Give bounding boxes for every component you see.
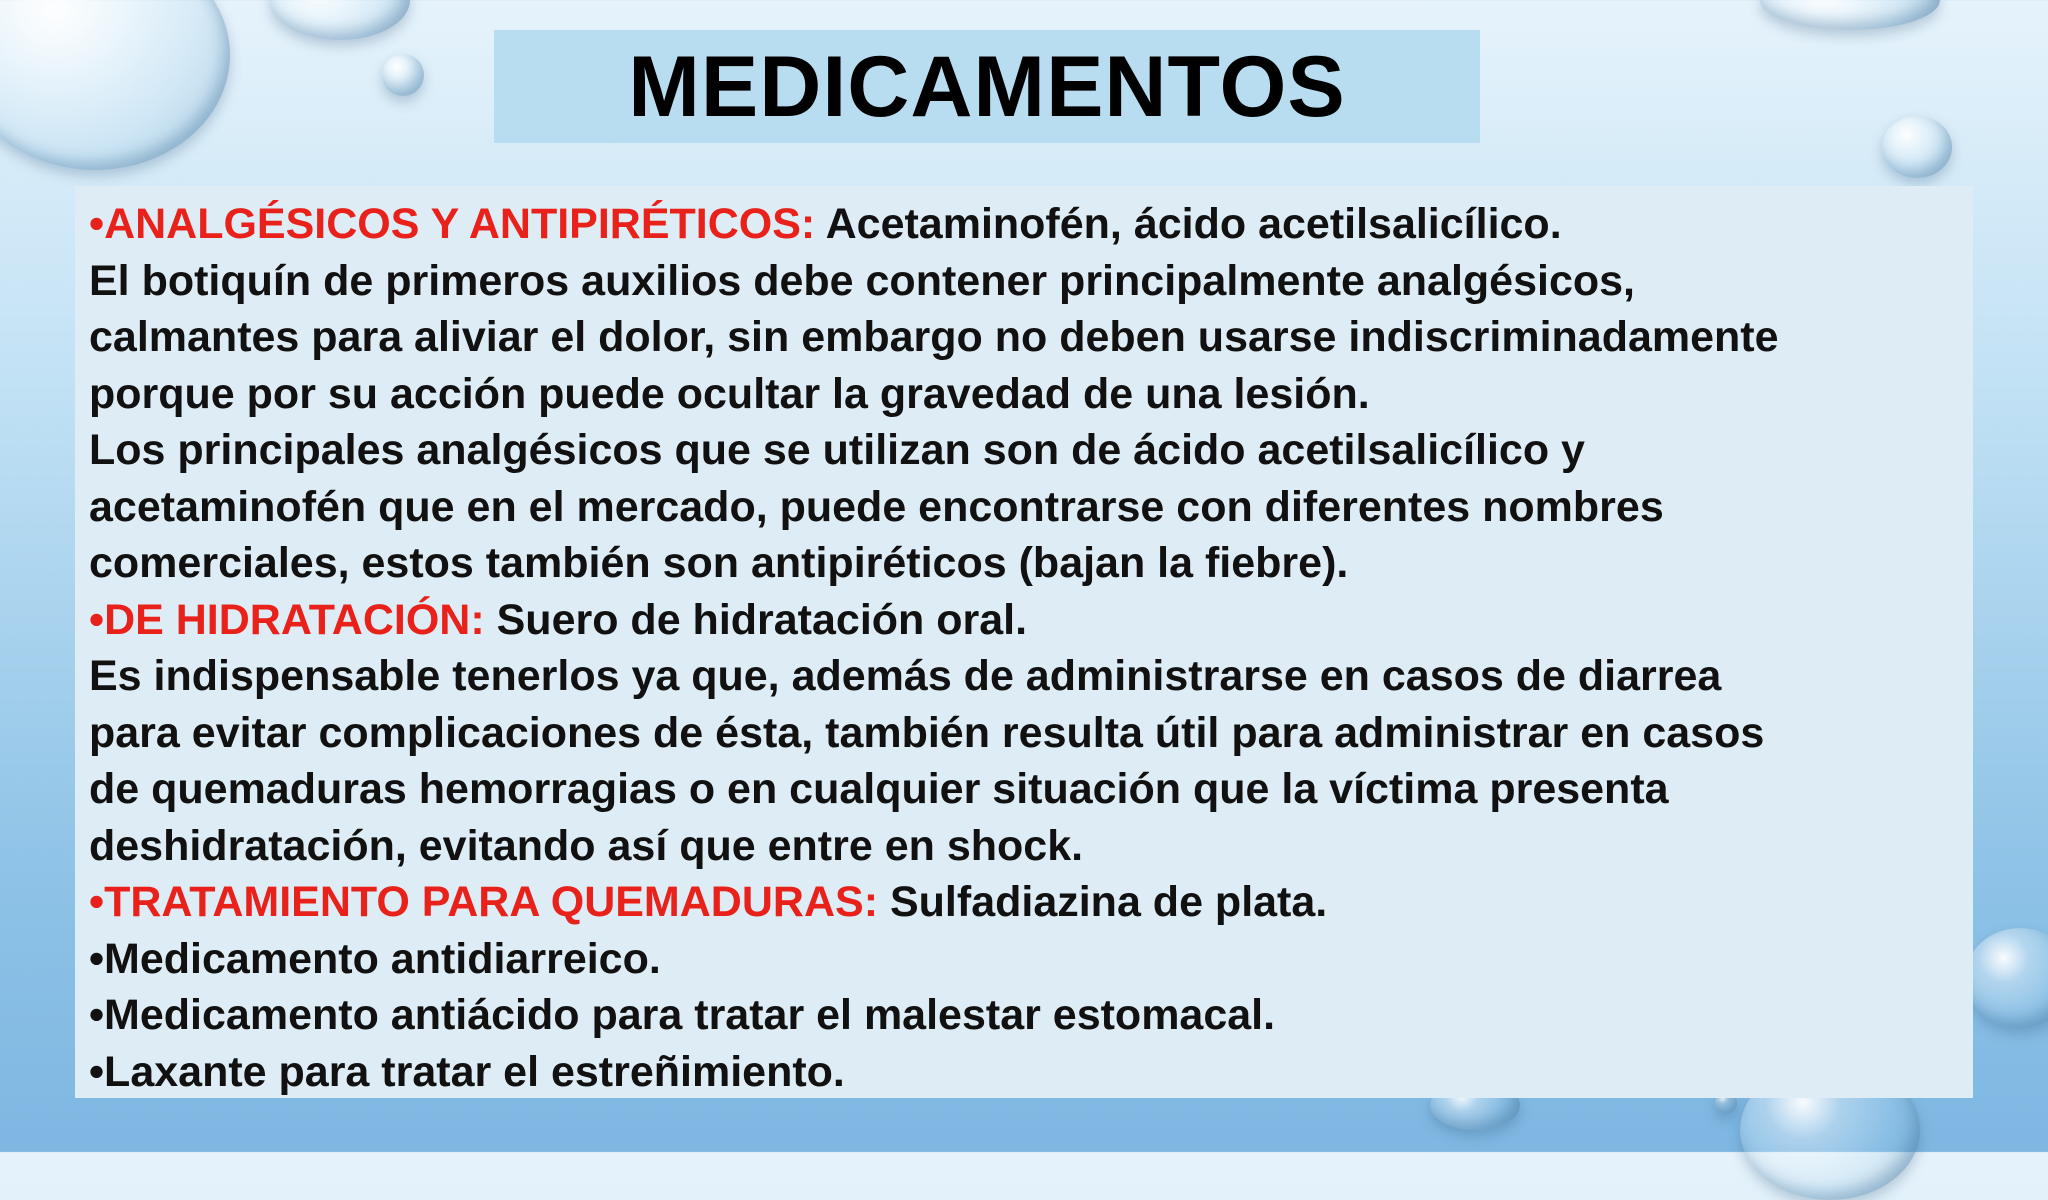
bullet: • <box>89 595 105 644</box>
water-droplet-decoration <box>1882 116 1952 178</box>
paragraph-line: para evitar complicaciones de ésta, también resulta útil para administrar en casos <box>89 708 1765 757</box>
water-droplet-decoration <box>0 0 230 170</box>
bullet: • <box>89 878 105 926</box>
paragraph-line: deshidratación, evitando así que entre en shock. <box>89 821 1084 870</box>
analgesicos-label: ANALGÉSICOS Y ANTIPIRÉTICOS: <box>104 200 816 248</box>
paragraph-line: acetaminofén que en el mercado, puede encontrarse con diferentes nombres <box>89 482 1664 531</box>
list-item: •Laxante para tratar el estreñimiento. <box>89 1047 845 1096</box>
hidratacion-heading <box>89 592 1957 649</box>
quemaduras-label: TRATAMIENTO PARA QUEMADURAS: <box>104 878 879 926</box>
slide-title: MEDICAMENTOS <box>628 38 1346 135</box>
paragraph-line: Los principales analgésicos que se utilizan son de ácido acetilsalicílico y <box>89 426 1585 474</box>
title-banner <box>494 30 1480 143</box>
list-item: •Medicamento antiácido para tratar el malestar estomacal. <box>89 991 1276 1039</box>
list-item: •Medicamento antidiarreico. <box>89 934 661 983</box>
paragraph-line: calmantes para aliviar el dolor, sin embargo no deben usarse indiscriminadamente <box>89 313 1779 361</box>
paragraph-line: de quemaduras hemorragias o en cualquier situación que la víctima presenta <box>89 765 1669 813</box>
content-panel <box>75 186 1973 1098</box>
analgesicos-value: Acetaminofén, ácido acetilsalicílico. <box>815 200 1562 248</box>
paragraph-line: El botiquín de primeros auxilios debe contener principalmente analgésicos, <box>89 256 1635 305</box>
water-droplet-decoration <box>1760 0 1940 30</box>
hidratacion-label: DE HIDRATACIÓN: <box>104 595 485 644</box>
paragraph-line: porque por su acción puede ocultar la gravedad de una lesión. <box>89 369 1370 418</box>
quemaduras-heading <box>89 874 1957 931</box>
paragraph-line: comerciales, estos también son antipiréticos (bajan la fiebre). <box>89 539 1349 587</box>
water-droplet-decoration <box>270 0 410 40</box>
water-droplet-decoration <box>382 54 424 96</box>
quemaduras-value: Sulfadiazina de plata. <box>878 878 1328 926</box>
water-droplet-decoration <box>1965 928 2048 1028</box>
hidratacion-value: Suero de hidratación oral. <box>484 595 1028 644</box>
analgesicos-heading <box>89 196 1957 253</box>
paragraph-line: Es indispensable tenerlos ya que, además de administrarse en casos de diarrea <box>89 652 1722 700</box>
bullet: • <box>89 200 105 248</box>
